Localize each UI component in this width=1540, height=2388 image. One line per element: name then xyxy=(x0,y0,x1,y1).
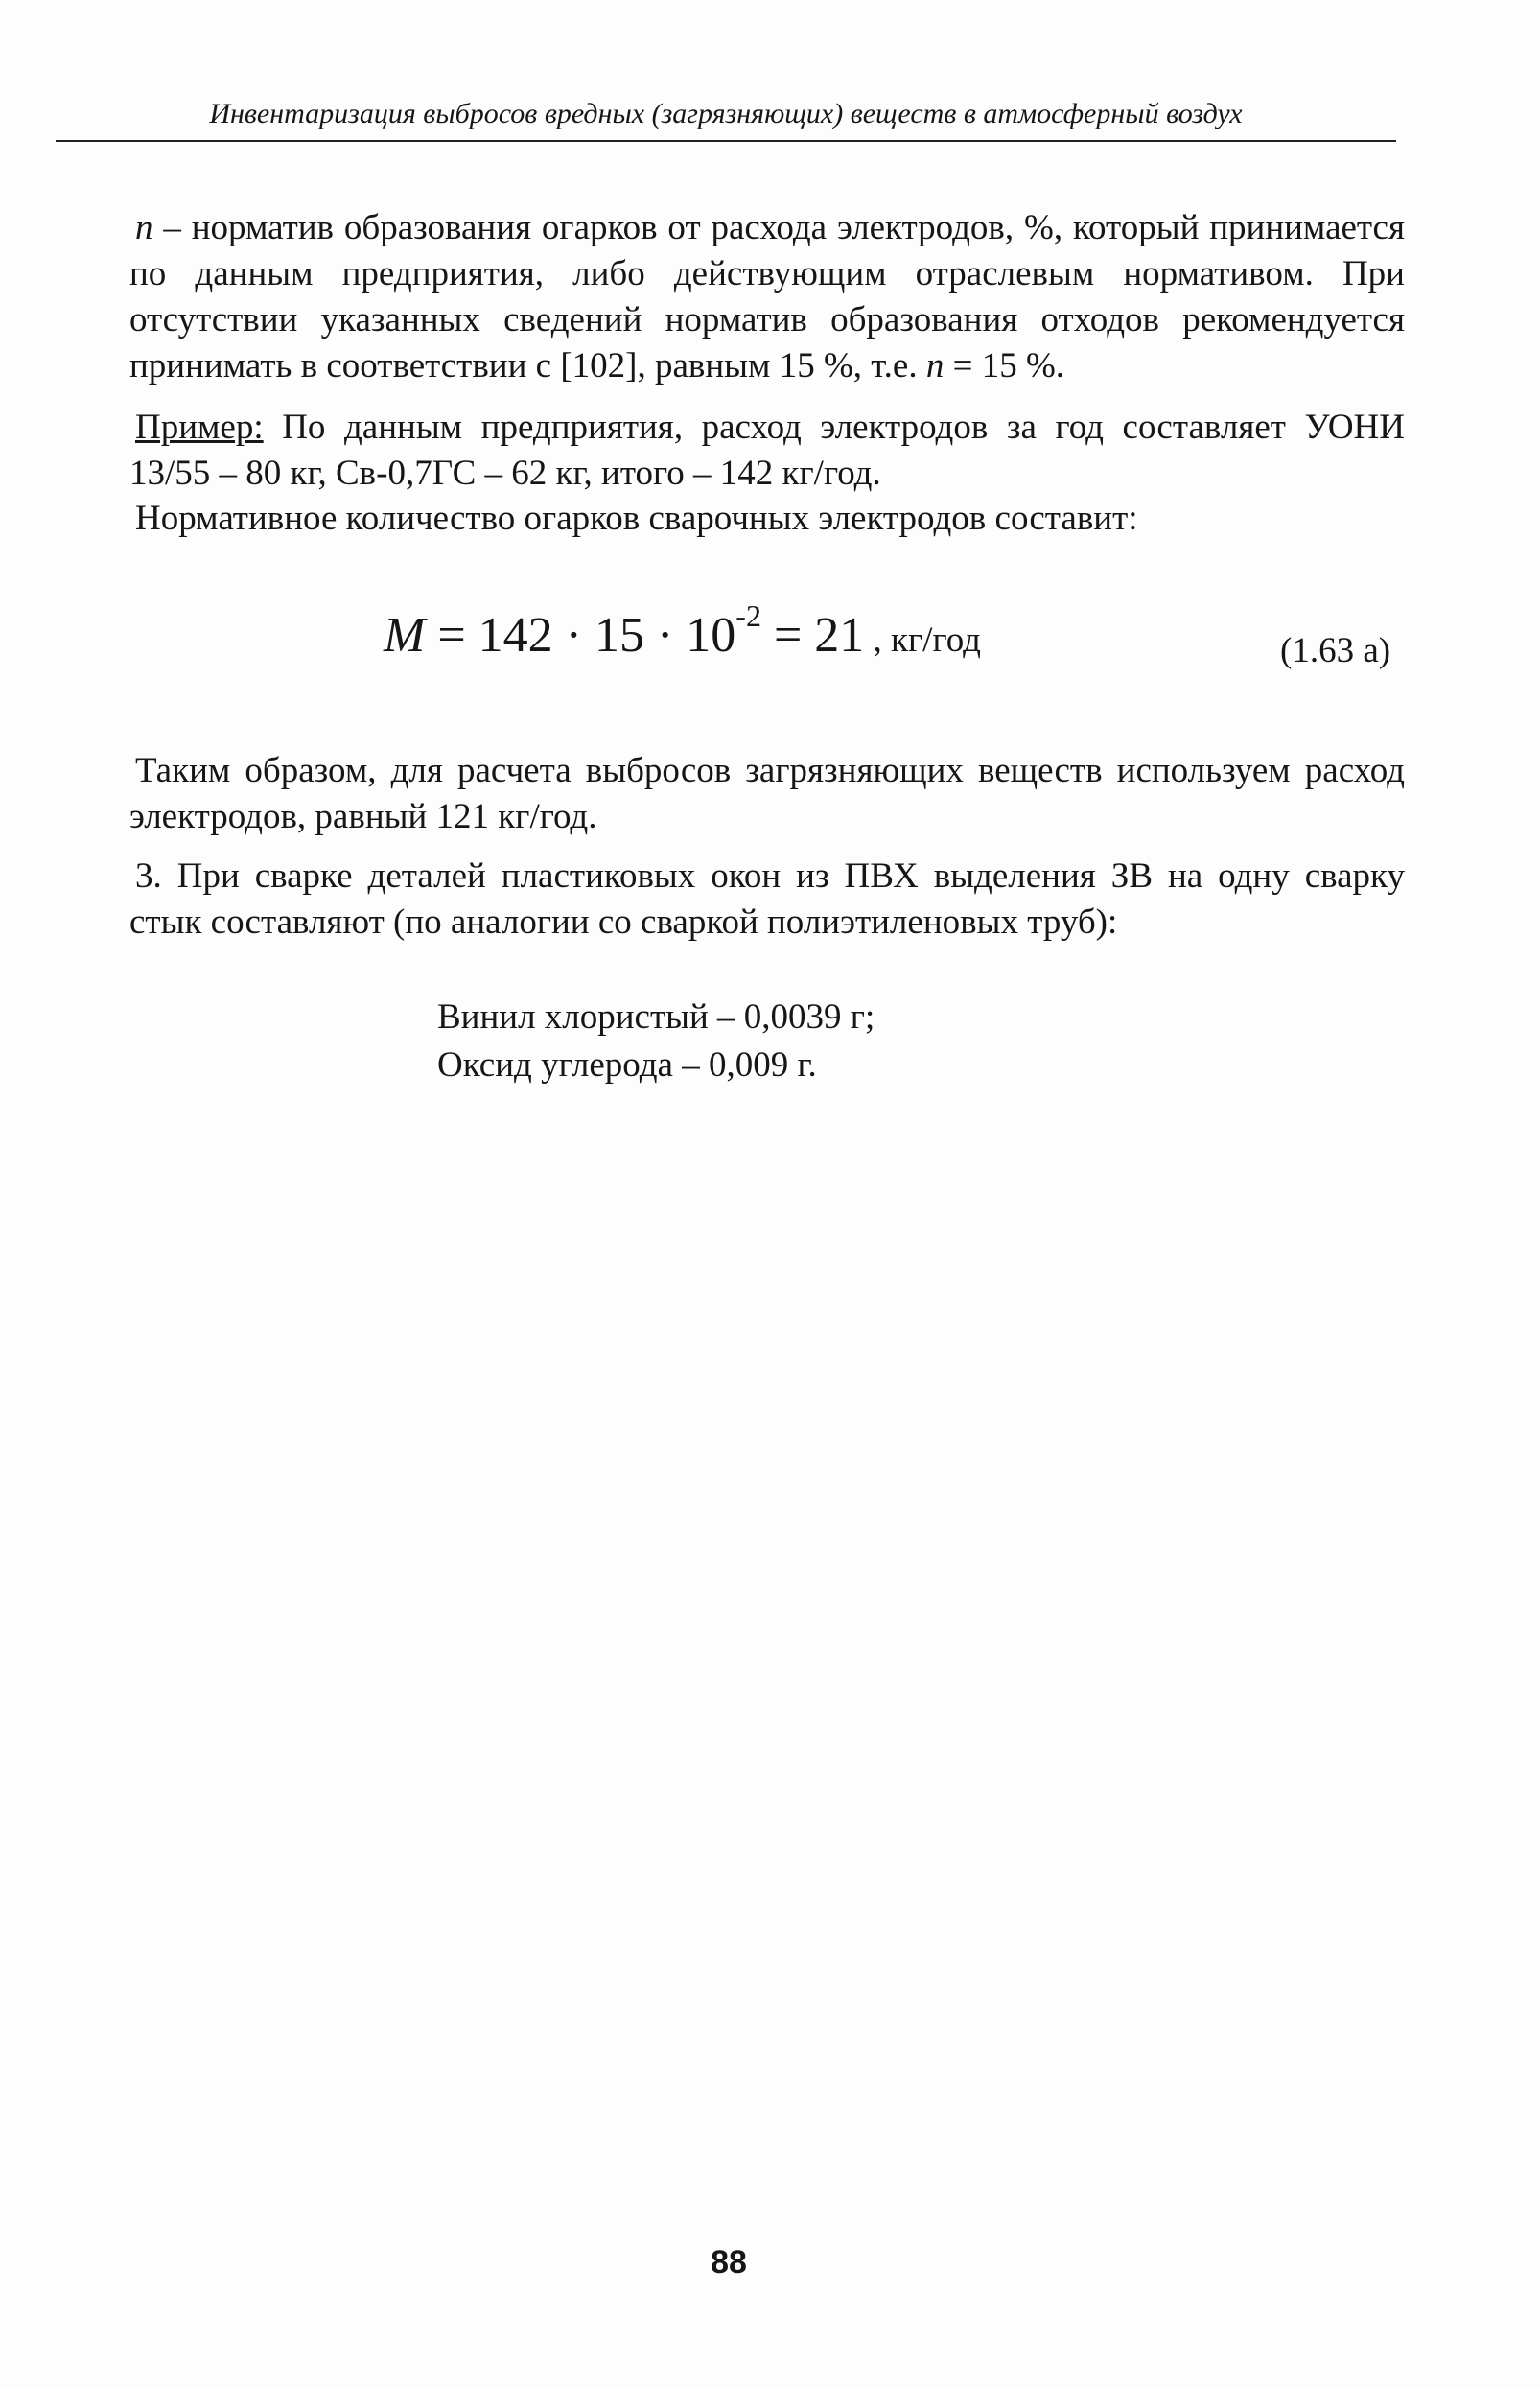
emissions-list xyxy=(437,994,875,1089)
formula-1-63a xyxy=(384,598,981,674)
paragraph-norm-definition xyxy=(129,205,1405,389)
variable-n-end: n xyxy=(925,346,945,386)
equation-number: (1.63 а) xyxy=(1280,631,1391,670)
paragraph-example-text: По данным предприятия, расход электродов за год составляет УОНИ 13/55 – 80 кг, Св-0,7ГС – 62 кг, итого – 142 кг/год. xyxy=(129,408,1405,493)
paragraph-normative-amount: Нормативное количество огарков сварочных электродов составит: xyxy=(135,499,1138,538)
formula-variable-m: M xyxy=(384,608,426,663)
formula-unit: , кг/год xyxy=(864,620,981,660)
paragraph-example xyxy=(129,405,1405,497)
variable-n: n xyxy=(135,208,153,247)
emission-carbon-monoxide: Оксид углерода – 0,009 г. xyxy=(437,1045,817,1085)
formula-exponent: -2 xyxy=(735,598,761,633)
paragraph-pvc-welding: 3. При сварке деталей пластиковых окон из ПВХ выделения ЗВ на одну сварку стык составляют (по аналогии со сваркой полиэтиленовых труб): xyxy=(129,856,1405,942)
page-number: 88 xyxy=(711,2244,747,2281)
formula-expression: = 142 · 15 · 10 xyxy=(425,608,736,663)
emission-vinyl-chloride: Винил хлористый – 0,0039 г; xyxy=(437,997,875,1037)
formula-result: = 21 xyxy=(760,608,865,663)
running-header: Инвентаризация выбросов вредных (загрязняющих) веществ в атмосферный воздух xyxy=(56,98,1396,142)
paragraph-norm-definition-end: = 15 %. xyxy=(944,346,1065,386)
paragraph-norm-definition-text: – норматив образования огарков от расхода электродов, %, который принимается по данным предприятия, либо действующим отраслевым нормативом. При отсутствии указанных сведений норматив образования отходов рекомендуется принимать в соответствии с [102], равным 15 %, т.е. xyxy=(129,208,1405,386)
paragraph-conclusion: Таким образом, для расчета выбросов загрязняющих веществ используем расход электродов, равный 121 кг/год. xyxy=(129,751,1405,836)
example-label: Пример: xyxy=(135,408,264,447)
